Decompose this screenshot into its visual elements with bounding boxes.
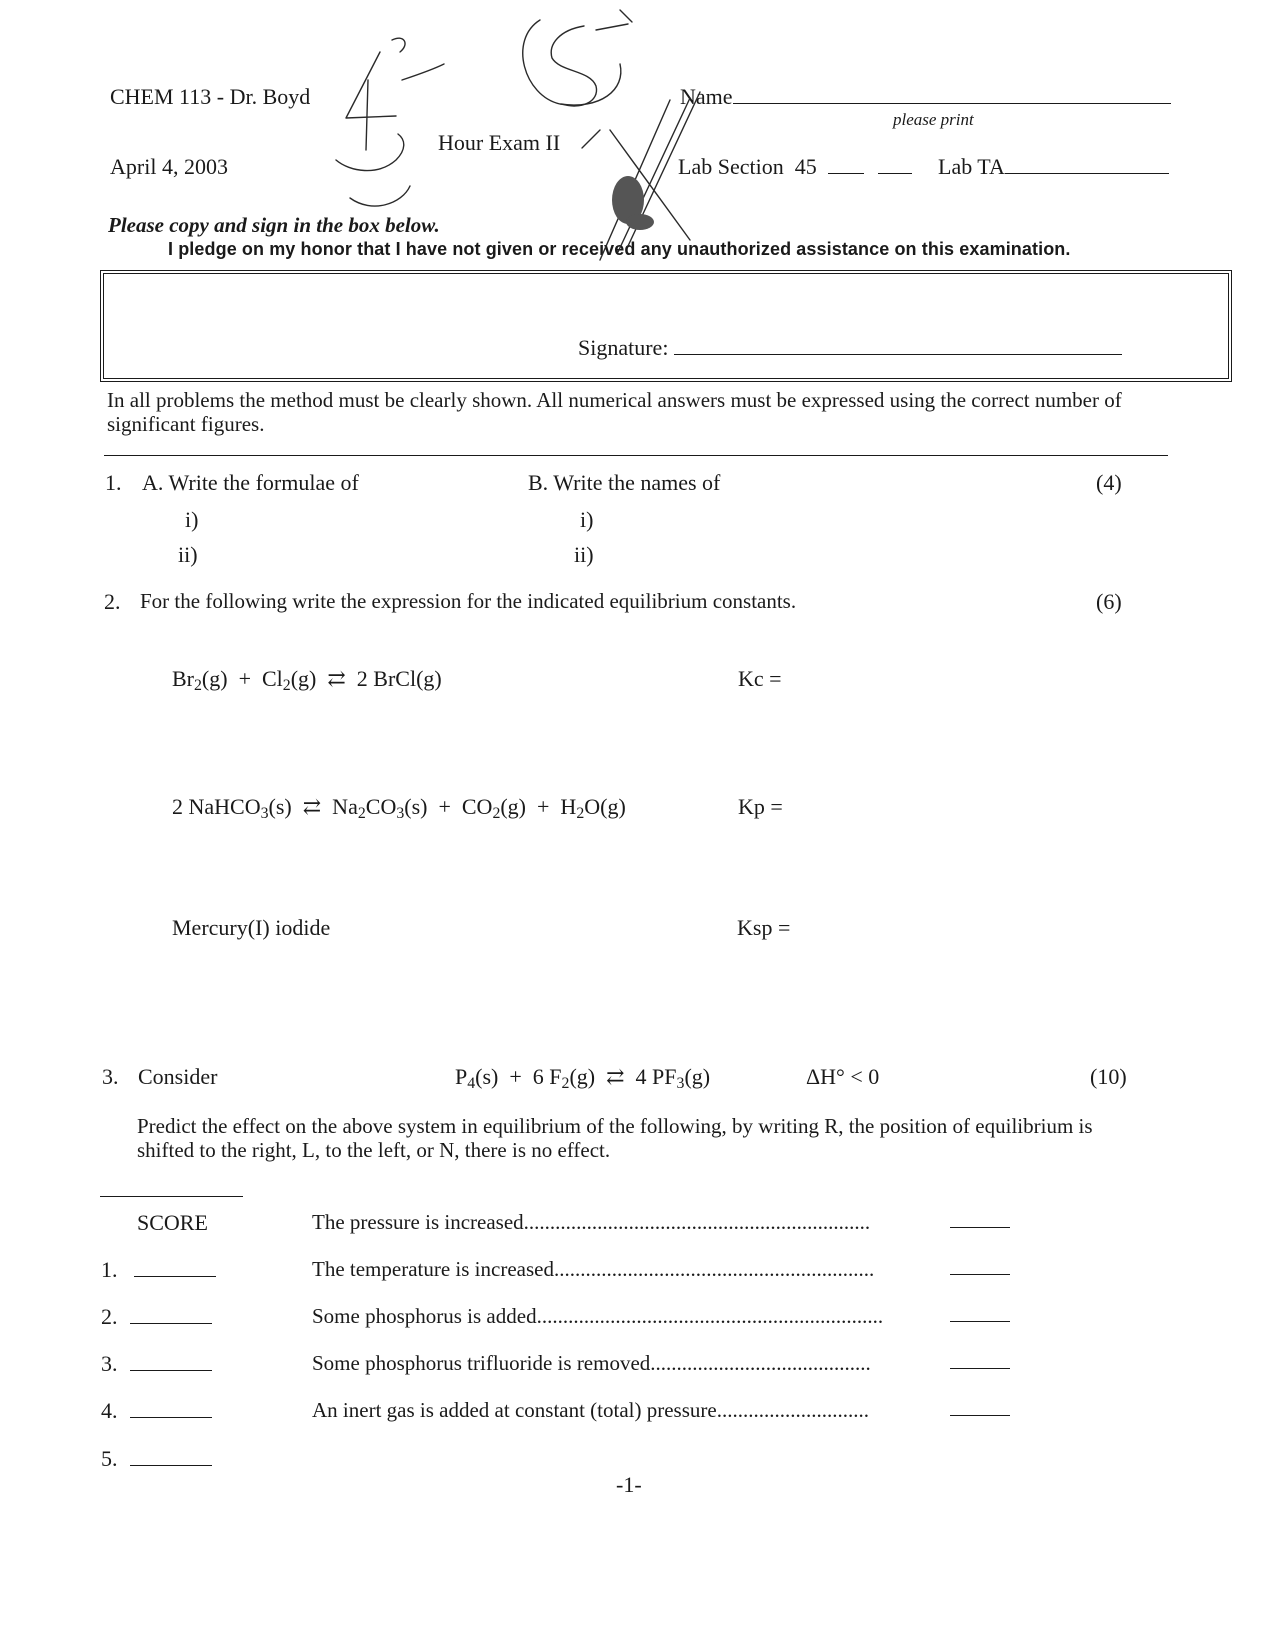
pledge-instruction: Please copy and sign in the box below. bbox=[108, 213, 440, 237]
score-blank-2[interactable] bbox=[130, 1305, 212, 1324]
name-label: Name bbox=[680, 84, 733, 109]
q3-number: 3. bbox=[102, 1064, 119, 1089]
answer-blank[interactable] bbox=[950, 1256, 1010, 1275]
answer-blank[interactable] bbox=[950, 1209, 1010, 1228]
q3-answer-1[interactable] bbox=[950, 1208, 1010, 1234]
q1-b-item-i: i) bbox=[580, 507, 594, 532]
q3-instructions: Predict the effect on the above system in equilibrium of the following, by writing R, the position of equilibrium is shifted to the right, L, to the left, or N, there is no effect. bbox=[137, 1114, 1093, 1162]
general-instructions: In all problems the method must be clearly shown. All numerical answers must be expressed using the correct number of significant figures. bbox=[107, 388, 1122, 436]
course-title: CHEM 113 - Dr. Boyd bbox=[110, 84, 311, 109]
grade-mark-four bbox=[346, 52, 396, 118]
q1-part-b: B. Write the names of bbox=[528, 470, 721, 495]
grade-mark-five bbox=[551, 26, 596, 106]
score-top-rule bbox=[100, 1196, 243, 1197]
q3-points: (10) bbox=[1090, 1064, 1127, 1089]
score-row-1 bbox=[101, 1257, 216, 1283]
q2-number: 2. bbox=[104, 589, 121, 614]
q2-kc-label: Kc = bbox=[738, 666, 782, 691]
score-row-number: 1. bbox=[101, 1257, 118, 1282]
q3-item-3: Some phosphorus is added.................................................................. bbox=[312, 1304, 884, 1328]
q3-consider: Consider bbox=[138, 1064, 218, 1089]
answer-blank[interactable] bbox=[950, 1303, 1010, 1322]
lab-section-label: Lab Section bbox=[678, 154, 784, 179]
score-row-number: 5. bbox=[101, 1446, 118, 1471]
signature-field[interactable] bbox=[578, 335, 1122, 361]
q3-item-4: Some phosphorus trifluoride is removed.......................................... bbox=[312, 1351, 871, 1375]
lab-ta-blank[interactable] bbox=[1005, 155, 1169, 174]
score-row-3 bbox=[101, 1351, 212, 1377]
score-row-number: 2. bbox=[101, 1304, 118, 1329]
score-label: SCORE bbox=[137, 1210, 208, 1235]
signature-blank[interactable] bbox=[674, 336, 1122, 355]
divider bbox=[104, 455, 1168, 456]
q3-delta-h: ΔH° < 0 bbox=[806, 1064, 880, 1089]
q3-item-2: The temperature is increased............................................................. bbox=[312, 1257, 875, 1281]
score-row-2 bbox=[101, 1304, 212, 1330]
lab-ta-label: Lab TA bbox=[938, 154, 1005, 179]
score-blank-5[interactable] bbox=[130, 1447, 212, 1466]
score-blank-4[interactable] bbox=[130, 1399, 212, 1418]
grade-mark-slash bbox=[600, 100, 670, 260]
q1-number: 1. bbox=[105, 470, 122, 495]
q1-a-item-i: i) bbox=[185, 507, 199, 532]
q1-b-item-ii: ii) bbox=[574, 542, 594, 567]
score-row-number: 3. bbox=[101, 1351, 118, 1376]
q3-answer-3[interactable] bbox=[950, 1302, 1010, 1328]
lab-section-blank-1[interactable] bbox=[828, 155, 864, 174]
score-row-4 bbox=[101, 1398, 212, 1424]
answer-blank[interactable] bbox=[950, 1350, 1010, 1369]
q1-part-a: A. Write the formulae of bbox=[142, 470, 359, 495]
name-blank[interactable] bbox=[733, 85, 1171, 104]
score-blank-3[interactable] bbox=[130, 1352, 212, 1371]
lab-ta-field[interactable] bbox=[938, 154, 1169, 180]
exam-date: April 4, 2003 bbox=[110, 154, 228, 179]
grade-mark-loop bbox=[336, 134, 404, 171]
q2-equation-2: 2 NaHCO$_3$(s) ⇄ $Na_2CO_3(s) + CO_2(g) + H_2O(g)$ bbox=[172, 794, 626, 822]
signature-label: Signature: bbox=[578, 335, 669, 360]
q3-answer-4[interactable] bbox=[950, 1349, 1010, 1375]
q1-a-item-ii: ii) bbox=[178, 542, 198, 567]
pledge-signature-box[interactable] bbox=[100, 270, 1232, 382]
q3-answer-2[interactable] bbox=[950, 1255, 1010, 1281]
q2-equation-1: $Br_2(g) + Cl_2(g)$ ⇄ 2 BrCl(g) bbox=[172, 666, 442, 694]
lab-section-blank-2[interactable] bbox=[878, 155, 912, 174]
grade-mark-smudge bbox=[612, 176, 644, 224]
answer-blank[interactable] bbox=[950, 1397, 1010, 1416]
score-blank-1[interactable] bbox=[134, 1258, 216, 1277]
q1-points: (4) bbox=[1096, 470, 1122, 495]
q2-prompt: For the following write the expression for the indicated equilibrium constants. bbox=[140, 589, 797, 613]
q3-answer-5[interactable] bbox=[950, 1396, 1010, 1422]
name-hint: please print bbox=[893, 110, 974, 129]
score-row-number: 4. bbox=[101, 1398, 118, 1423]
q2-kp-label: Kp = bbox=[738, 794, 783, 819]
q3-item-5: An inert gas is added at constant (total) pressure............................. bbox=[312, 1398, 869, 1422]
lab-section-value: 45 bbox=[794, 154, 817, 179]
q3-item-1: The pressure is increased.................................................................. bbox=[312, 1210, 871, 1234]
q2-points: (6) bbox=[1096, 589, 1122, 614]
q3-equation: $P_4(s) + 6$ $F_2(g)$ ⇄ 4 $PF_3(g)$ bbox=[455, 1064, 711, 1092]
q2-ksp-label: Ksp = bbox=[737, 915, 791, 940]
name-field[interactable] bbox=[680, 84, 1171, 110]
lab-section-field[interactable] bbox=[678, 154, 912, 180]
pledge-text: I pledge on my honor that I have not given or received any unauthorized assistance on this examination. bbox=[168, 239, 1071, 259]
q2-equation-3: Mercury(I) iodide bbox=[172, 915, 331, 940]
exam-title: Hour Exam II bbox=[438, 130, 561, 155]
score-row-5 bbox=[101, 1446, 212, 1472]
page-number: -1- bbox=[616, 1472, 642, 1497]
